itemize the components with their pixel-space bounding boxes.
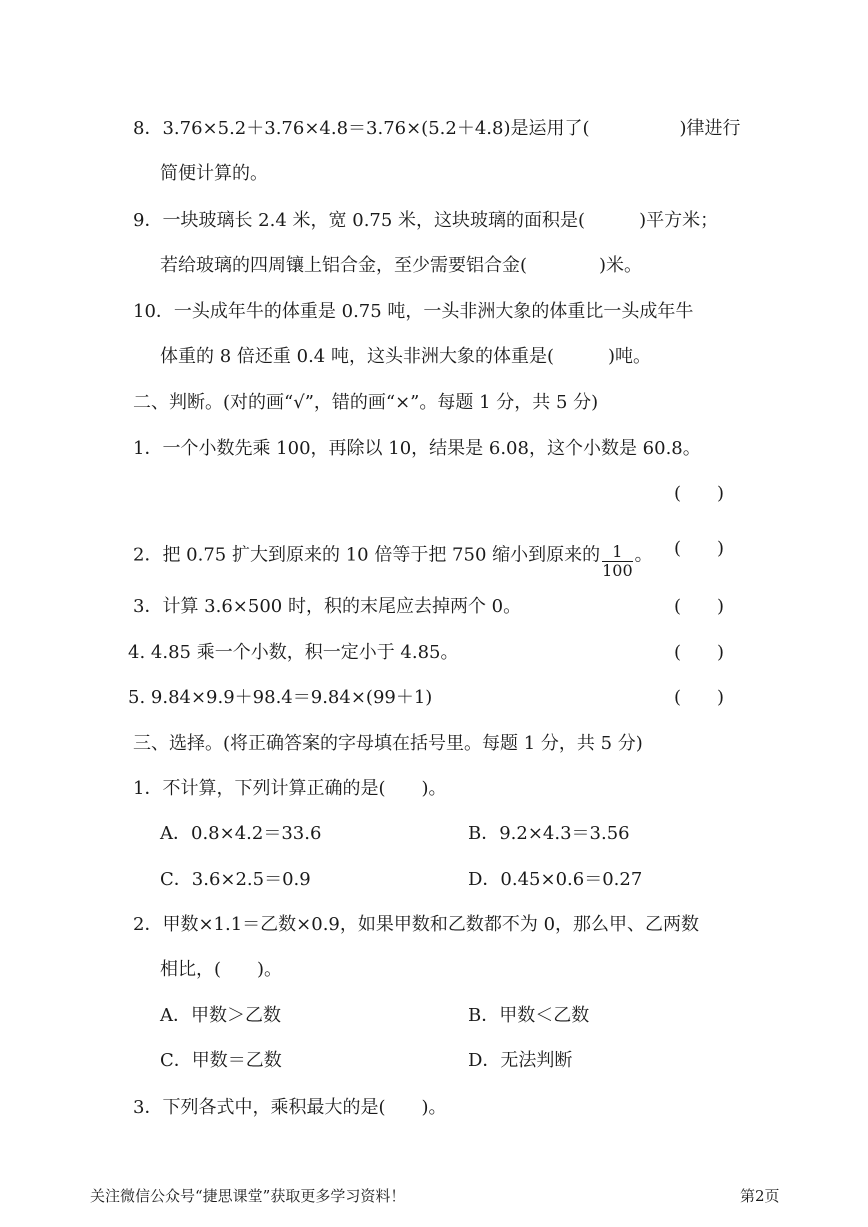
question-10-line-1: 10．一头成年牛的体重是 0.75 吨，一头非洲大象的体重比一头成年牛 bbox=[133, 301, 694, 322]
judge-question-5: 5. 9.84×9.9＋98.4＝9.84×(99＋1) bbox=[128, 687, 433, 708]
choice-question-1-option-c[interactable]: C．3.6×2.5＝0.9 bbox=[160, 869, 311, 890]
judge-answer-paren-4[interactable]: ( ) bbox=[674, 642, 725, 663]
judge-question-2-text: 2．把 0.75 扩大到原来的 10 倍等于把 750 缩小到原来的 bbox=[133, 544, 601, 566]
question-8-line-1: 8．3.76×5.2＋3.76×4.8＝3.76×(5.2＋4.8)是运用了( )律进行 bbox=[133, 118, 741, 139]
judge-question-2 bbox=[133, 537, 653, 580]
judge-question-3: 3．计算 3.6×500 时，积的末尾应去掉两个 0。 bbox=[133, 596, 522, 617]
question-10-line-2: 体重的 8 倍还重 0.4 吨，这头非洲大象的体重是( )吨。 bbox=[160, 346, 652, 367]
judge-question-2-end: 。 bbox=[634, 544, 653, 566]
question-9-line-2: 若给玻璃的四周镶上铝合金，至少需要铝合金( )米。 bbox=[160, 255, 643, 276]
judge-answer-paren-2[interactable]: ( ) bbox=[674, 538, 725, 559]
judge-answer-paren-1[interactable]: ( ) bbox=[674, 483, 725, 504]
choice-question-2-option-a[interactable]: A．甲数＞乙数 bbox=[160, 1005, 281, 1026]
judge-question-4: 4. 4.85 乘一个小数，积一定小于 4.85。 bbox=[128, 642, 459, 663]
fraction-denominator: 100 bbox=[602, 561, 633, 580]
choice-question-2-option-c[interactable]: C．甲数＝乙数 bbox=[160, 1050, 282, 1071]
choice-question-2-stem-line-2: 相比，( )。 bbox=[160, 959, 283, 980]
judge-answer-paren-5[interactable]: ( ) bbox=[674, 687, 725, 708]
choice-question-1-option-b[interactable]: B．9.2×4.3＝3.56 bbox=[468, 823, 630, 844]
choice-question-1-option-d[interactable]: D．0.45×0.6＝0.27 bbox=[468, 869, 643, 890]
question-9-line-1: 9．一块玻璃长 2.4 米，宽 0.75 米，这块玻璃的面积是( )平方米； bbox=[133, 210, 719, 231]
page-number: 第2页 bbox=[740, 1187, 780, 1205]
fraction-numerator: 1 bbox=[602, 543, 633, 562]
choice-question-1-stem: 1．不计算，下列计算正确的是( )。 bbox=[133, 778, 447, 799]
choice-question-2-option-d[interactable]: D．无法判断 bbox=[468, 1050, 573, 1071]
choice-question-2-option-b[interactable]: B．甲数＜乙数 bbox=[468, 1005, 590, 1026]
question-8-line-2: 简便计算的。 bbox=[160, 163, 268, 184]
choice-question-3-stem: 3．下列各式中，乘积最大的是( )。 bbox=[133, 1097, 447, 1118]
judge-section-heading: 二、判断。(对的画“√”，错的画“×”。每题 1 分，共 5 分) bbox=[133, 392, 599, 413]
choice-section-heading: 三、选择。(将正确答案的字母填在括号里。每题 1 分，共 5 分) bbox=[133, 733, 643, 754]
judge-question-1: 1．一个小数先乘 100，再除以 10，结果是 6.08，这个小数是 60.8。 bbox=[133, 438, 701, 459]
footer-promo-text: 关注微信公众号“捷思课堂”获取更多学习资料！ bbox=[90, 1187, 406, 1205]
choice-question-1-option-a[interactable]: A．0.8×4.2＝33.6 bbox=[160, 823, 322, 844]
judge-answer-paren-3[interactable]: ( ) bbox=[674, 596, 725, 617]
fraction-one-hundredth bbox=[602, 543, 633, 580]
choice-question-2-stem-line-1: 2．甲数×1.1＝乙数×0.9，如果甲数和乙数都不为 0，那么甲、乙两数 bbox=[133, 914, 700, 935]
